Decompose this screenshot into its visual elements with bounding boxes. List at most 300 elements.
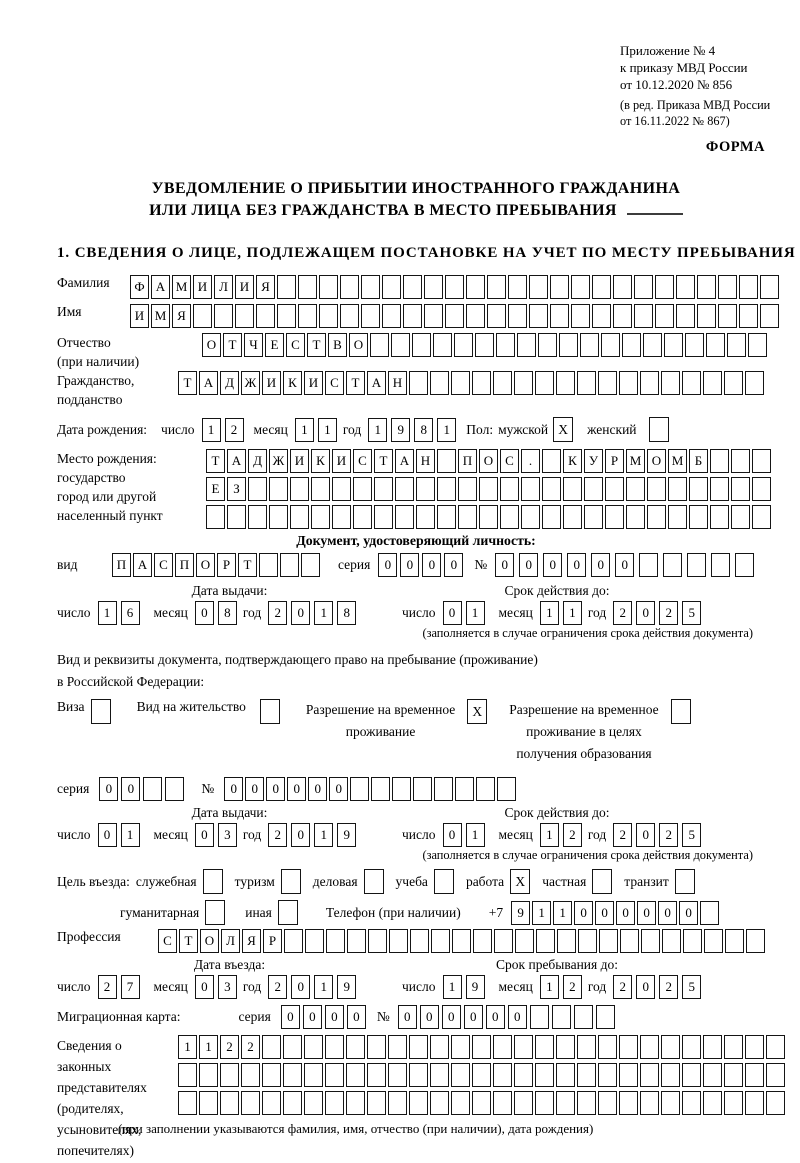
- char-cell[interactable]: [697, 275, 716, 299]
- char-cell[interactable]: 0: [420, 1005, 439, 1029]
- char-cell[interactable]: К: [283, 371, 302, 395]
- char-cell[interactable]: [409, 1063, 428, 1087]
- char-cell[interactable]: [739, 304, 758, 328]
- rvp-education-checkbox[interactable]: [671, 699, 691, 724]
- char-cell[interactable]: Т: [178, 371, 197, 395]
- char-cell[interactable]: Е: [206, 477, 225, 501]
- char-cell[interactable]: [382, 304, 401, 328]
- char-cell[interactable]: [259, 553, 278, 577]
- char-cell[interactable]: [640, 1063, 659, 1087]
- char-cell[interactable]: [445, 275, 464, 299]
- char-cell[interactable]: [347, 929, 366, 953]
- char-cell[interactable]: [413, 777, 432, 801]
- char-cell[interactable]: Ж: [241, 371, 260, 395]
- char-cell[interactable]: [605, 505, 624, 529]
- char-cell[interactable]: [766, 1091, 785, 1115]
- char-cell[interactable]: [613, 304, 632, 328]
- char-cell[interactable]: [598, 1091, 617, 1115]
- char-cell[interactable]: [220, 1091, 239, 1115]
- char-cell[interactable]: [269, 477, 288, 501]
- char-cell[interactable]: [248, 505, 267, 529]
- char-cell[interactable]: [367, 1035, 386, 1059]
- char-cell[interactable]: [700, 901, 719, 925]
- char-cell[interactable]: 3: [218, 975, 237, 999]
- char-cell[interactable]: [550, 304, 569, 328]
- char-cell[interactable]: [563, 505, 582, 529]
- char-cell[interactable]: 0: [329, 777, 348, 801]
- purpose-humanitarian-checkbox[interactable]: [205, 900, 225, 925]
- char-cell[interactable]: [451, 1035, 470, 1059]
- char-cell[interactable]: [655, 304, 674, 328]
- char-cell[interactable]: [374, 477, 393, 501]
- char-cell[interactable]: 1: [553, 901, 572, 925]
- char-cell[interactable]: [542, 505, 561, 529]
- char-cell[interactable]: [598, 1035, 617, 1059]
- char-cell[interactable]: [724, 1035, 743, 1059]
- char-cell[interactable]: 1: [540, 823, 559, 847]
- char-cell[interactable]: [731, 477, 750, 501]
- char-cell[interactable]: 0: [543, 553, 562, 577]
- purpose-other-checkbox[interactable]: [278, 900, 298, 925]
- char-cell[interactable]: 0: [121, 777, 140, 801]
- char-cell[interactable]: 6: [121, 601, 140, 625]
- char-cell[interactable]: [430, 1063, 449, 1087]
- char-cell[interactable]: М: [626, 449, 645, 473]
- char-cell[interactable]: [766, 1063, 785, 1087]
- char-cell[interactable]: .: [521, 449, 540, 473]
- char-cell[interactable]: 5: [682, 601, 701, 625]
- char-cell[interactable]: [577, 1035, 596, 1059]
- char-cell[interactable]: [262, 1091, 281, 1115]
- char-cell[interactable]: С: [500, 449, 519, 473]
- char-cell[interactable]: [298, 304, 317, 328]
- char-cell[interactable]: [409, 371, 428, 395]
- char-cell[interactable]: 0: [195, 823, 214, 847]
- char-cell[interactable]: [760, 304, 779, 328]
- char-cell[interactable]: 0: [224, 777, 243, 801]
- char-cell[interactable]: [361, 304, 380, 328]
- char-cell[interactable]: [584, 505, 603, 529]
- char-cell[interactable]: 1: [178, 1035, 197, 1059]
- char-cell[interactable]: 0: [443, 823, 462, 847]
- char-cell[interactable]: [193, 304, 212, 328]
- char-cell[interactable]: [311, 477, 330, 501]
- char-cell[interactable]: И: [235, 275, 254, 299]
- char-cell[interactable]: О: [647, 449, 666, 473]
- char-cell[interactable]: [682, 1091, 701, 1115]
- char-cell[interactable]: [535, 371, 554, 395]
- char-cell[interactable]: [395, 477, 414, 501]
- char-cell[interactable]: [599, 929, 618, 953]
- char-cell[interactable]: 1: [368, 418, 387, 442]
- char-cell[interactable]: О: [349, 333, 368, 357]
- char-cell[interactable]: [687, 553, 706, 577]
- char-cell[interactable]: [689, 505, 708, 529]
- char-cell[interactable]: [277, 275, 296, 299]
- char-cell[interactable]: 1: [540, 601, 559, 625]
- char-cell[interactable]: 0: [615, 553, 634, 577]
- char-cell[interactable]: [340, 275, 359, 299]
- char-cell[interactable]: [304, 1063, 323, 1087]
- char-cell[interactable]: [640, 1035, 659, 1059]
- char-cell[interactable]: [596, 1005, 615, 1029]
- char-cell[interactable]: [647, 477, 666, 501]
- char-cell[interactable]: [613, 275, 632, 299]
- char-cell[interactable]: [374, 505, 393, 529]
- char-cell[interactable]: [430, 1035, 449, 1059]
- char-cell[interactable]: 5: [682, 975, 701, 999]
- char-cell[interactable]: [731, 505, 750, 529]
- char-cell[interactable]: [431, 929, 450, 953]
- char-cell[interactable]: А: [133, 553, 152, 577]
- char-cell[interactable]: [711, 553, 730, 577]
- char-cell[interactable]: 0: [378, 553, 397, 577]
- char-cell[interactable]: 1: [563, 601, 582, 625]
- char-cell[interactable]: 0: [422, 553, 441, 577]
- char-cell[interactable]: [410, 929, 429, 953]
- char-cell[interactable]: [556, 1035, 575, 1059]
- char-cell[interactable]: [346, 1091, 365, 1115]
- char-cell[interactable]: 1: [318, 418, 337, 442]
- char-cell[interactable]: [550, 275, 569, 299]
- char-cell[interactable]: 0: [658, 901, 677, 925]
- char-cell[interactable]: 1: [314, 823, 333, 847]
- char-cell[interactable]: 0: [495, 553, 514, 577]
- char-cell[interactable]: [319, 275, 338, 299]
- char-cell[interactable]: И: [262, 371, 281, 395]
- char-cell[interactable]: 2: [613, 975, 632, 999]
- char-cell[interactable]: К: [563, 449, 582, 473]
- char-cell[interactable]: [514, 371, 533, 395]
- char-cell[interactable]: [388, 1035, 407, 1059]
- char-cell[interactable]: [622, 333, 641, 357]
- char-cell[interactable]: [508, 275, 527, 299]
- char-cell[interactable]: [424, 304, 443, 328]
- char-cell[interactable]: [563, 477, 582, 501]
- char-cell[interactable]: 7: [121, 975, 140, 999]
- char-cell[interactable]: А: [395, 449, 414, 473]
- char-cell[interactable]: [326, 929, 345, 953]
- char-cell[interactable]: Д: [220, 371, 239, 395]
- char-cell[interactable]: Б: [689, 449, 708, 473]
- char-cell[interactable]: 0: [508, 1005, 527, 1029]
- char-cell[interactable]: [727, 333, 746, 357]
- char-cell[interactable]: Т: [206, 449, 225, 473]
- char-cell[interactable]: [487, 275, 506, 299]
- char-cell[interactable]: [325, 1035, 344, 1059]
- char-cell[interactable]: Р: [263, 929, 282, 953]
- char-cell[interactable]: [530, 1005, 549, 1029]
- char-cell[interactable]: И: [130, 304, 149, 328]
- char-cell[interactable]: [367, 1091, 386, 1115]
- char-cell[interactable]: 0: [99, 777, 118, 801]
- char-cell[interactable]: 0: [347, 1005, 366, 1029]
- char-cell[interactable]: О: [200, 929, 219, 953]
- char-cell[interactable]: [661, 1091, 680, 1115]
- char-cell[interactable]: 2: [563, 823, 582, 847]
- char-cell[interactable]: [458, 477, 477, 501]
- char-cell[interactable]: [661, 1063, 680, 1087]
- char-cell[interactable]: [724, 1091, 743, 1115]
- char-cell[interactable]: [472, 371, 491, 395]
- char-cell[interactable]: [735, 553, 754, 577]
- char-cell[interactable]: И: [290, 449, 309, 473]
- char-cell[interactable]: 5: [682, 823, 701, 847]
- char-cell[interactable]: [584, 477, 603, 501]
- char-cell[interactable]: 1: [443, 975, 462, 999]
- char-cell[interactable]: [248, 477, 267, 501]
- char-cell[interactable]: [262, 1063, 281, 1087]
- char-cell[interactable]: [367, 1063, 386, 1087]
- char-cell[interactable]: [703, 1091, 722, 1115]
- char-cell[interactable]: [280, 553, 299, 577]
- char-cell[interactable]: [605, 477, 624, 501]
- char-cell[interactable]: [437, 477, 456, 501]
- char-cell[interactable]: З: [227, 477, 246, 501]
- char-cell[interactable]: [752, 505, 771, 529]
- char-cell[interactable]: [455, 777, 474, 801]
- char-cell[interactable]: [577, 1091, 596, 1115]
- char-cell[interactable]: [619, 1091, 638, 1115]
- char-cell[interactable]: В: [328, 333, 347, 357]
- char-cell[interactable]: [574, 1005, 593, 1029]
- char-cell[interactable]: У: [584, 449, 603, 473]
- char-cell[interactable]: Т: [179, 929, 198, 953]
- char-cell[interactable]: 0: [595, 901, 614, 925]
- char-cell[interactable]: М: [668, 449, 687, 473]
- char-cell[interactable]: [493, 1035, 512, 1059]
- char-cell[interactable]: 2: [268, 975, 287, 999]
- char-cell[interactable]: 1: [314, 601, 333, 625]
- char-cell[interactable]: [514, 1035, 533, 1059]
- char-cell[interactable]: [703, 371, 722, 395]
- char-cell[interactable]: 0: [245, 777, 264, 801]
- char-cell[interactable]: Ч: [244, 333, 263, 357]
- char-cell[interactable]: [710, 449, 729, 473]
- char-cell[interactable]: [403, 304, 422, 328]
- char-cell[interactable]: 0: [303, 1005, 322, 1029]
- char-cell[interactable]: [319, 304, 338, 328]
- char-cell[interactable]: [731, 449, 750, 473]
- char-cell[interactable]: [353, 477, 372, 501]
- char-cell[interactable]: [536, 929, 555, 953]
- char-cell[interactable]: [529, 304, 548, 328]
- char-cell[interactable]: [556, 1091, 575, 1115]
- char-cell[interactable]: [409, 1091, 428, 1115]
- char-cell[interactable]: [220, 1063, 239, 1087]
- char-cell[interactable]: [416, 477, 435, 501]
- char-cell[interactable]: [304, 1091, 323, 1115]
- char-cell[interactable]: Р: [605, 449, 624, 473]
- char-cell[interactable]: [325, 1063, 344, 1087]
- char-cell[interactable]: Л: [221, 929, 240, 953]
- char-cell[interactable]: [451, 371, 470, 395]
- char-cell[interactable]: [556, 371, 575, 395]
- char-cell[interactable]: [301, 553, 320, 577]
- char-cell[interactable]: 0: [442, 1005, 461, 1029]
- char-cell[interactable]: [683, 929, 702, 953]
- char-cell[interactable]: П: [458, 449, 477, 473]
- char-cell[interactable]: [476, 777, 495, 801]
- char-cell[interactable]: [557, 929, 576, 953]
- char-cell[interactable]: Ф: [130, 275, 149, 299]
- char-cell[interactable]: [529, 275, 548, 299]
- char-cell[interactable]: 1: [121, 823, 140, 847]
- char-cell[interactable]: [535, 1035, 554, 1059]
- char-cell[interactable]: [437, 505, 456, 529]
- char-cell[interactable]: 0: [98, 823, 117, 847]
- char-cell[interactable]: [724, 1063, 743, 1087]
- char-cell[interactable]: [370, 333, 389, 357]
- char-cell[interactable]: [395, 505, 414, 529]
- char-cell[interactable]: [388, 1063, 407, 1087]
- char-cell[interactable]: [752, 449, 771, 473]
- char-cell[interactable]: Л: [214, 275, 233, 299]
- char-cell[interactable]: [752, 477, 771, 501]
- char-cell[interactable]: [685, 333, 704, 357]
- char-cell[interactable]: [577, 371, 596, 395]
- char-cell[interactable]: [598, 1063, 617, 1087]
- purpose-study-checkbox[interactable]: [434, 869, 454, 894]
- char-cell[interactable]: [346, 1035, 365, 1059]
- char-cell[interactable]: 0: [266, 777, 285, 801]
- char-cell[interactable]: [601, 333, 620, 357]
- char-cell[interactable]: Д: [248, 449, 267, 473]
- char-cell[interactable]: [664, 333, 683, 357]
- char-cell[interactable]: [500, 505, 519, 529]
- char-cell[interactable]: [332, 477, 351, 501]
- char-cell[interactable]: П: [112, 553, 131, 577]
- char-cell[interactable]: [663, 553, 682, 577]
- char-cell[interactable]: 2: [225, 418, 244, 442]
- char-cell[interactable]: [745, 1091, 764, 1115]
- char-cell[interactable]: [710, 505, 729, 529]
- char-cell[interactable]: Р: [217, 553, 236, 577]
- char-cell[interactable]: [661, 1035, 680, 1059]
- char-cell[interactable]: [496, 333, 515, 357]
- char-cell[interactable]: Т: [374, 449, 393, 473]
- char-cell[interactable]: Т: [346, 371, 365, 395]
- char-cell[interactable]: [640, 1091, 659, 1115]
- char-cell[interactable]: 8: [414, 418, 433, 442]
- char-cell[interactable]: М: [172, 275, 191, 299]
- char-cell[interactable]: [647, 505, 666, 529]
- char-cell[interactable]: [466, 304, 485, 328]
- char-cell[interactable]: [479, 477, 498, 501]
- char-cell[interactable]: [592, 304, 611, 328]
- char-cell[interactable]: [241, 1063, 260, 1087]
- char-cell[interactable]: [298, 275, 317, 299]
- char-cell[interactable]: [676, 304, 695, 328]
- char-cell[interactable]: 0: [291, 601, 310, 625]
- char-cell[interactable]: 2: [659, 823, 678, 847]
- char-cell[interactable]: [403, 275, 422, 299]
- char-cell[interactable]: [304, 1035, 323, 1059]
- char-cell[interactable]: [577, 1063, 596, 1087]
- char-cell[interactable]: О: [202, 333, 221, 357]
- char-cell[interactable]: [472, 1035, 491, 1059]
- char-cell[interactable]: [143, 777, 162, 801]
- char-cell[interactable]: Е: [265, 333, 284, 357]
- char-cell[interactable]: [277, 304, 296, 328]
- char-cell[interactable]: [634, 275, 653, 299]
- char-cell[interactable]: 9: [337, 823, 356, 847]
- char-cell[interactable]: [472, 1063, 491, 1087]
- char-cell[interactable]: 0: [443, 601, 462, 625]
- char-cell[interactable]: 2: [220, 1035, 239, 1059]
- char-cell[interactable]: [346, 1063, 365, 1087]
- char-cell[interactable]: [703, 1063, 722, 1087]
- char-cell[interactable]: 3: [218, 823, 237, 847]
- char-cell[interactable]: [682, 1063, 701, 1087]
- char-cell[interactable]: [668, 477, 687, 501]
- char-cell[interactable]: Т: [223, 333, 242, 357]
- char-cell[interactable]: [493, 1063, 512, 1087]
- char-cell[interactable]: 2: [268, 823, 287, 847]
- char-cell[interactable]: [710, 477, 729, 501]
- char-cell[interactable]: [766, 1035, 785, 1059]
- char-cell[interactable]: [514, 1063, 533, 1087]
- char-cell[interactable]: 2: [98, 975, 117, 999]
- char-cell[interactable]: 1: [466, 601, 485, 625]
- char-cell[interactable]: [592, 275, 611, 299]
- char-cell[interactable]: [619, 1063, 638, 1087]
- char-cell[interactable]: [500, 477, 519, 501]
- sex-male-checkbox[interactable]: X: [553, 417, 573, 442]
- char-cell[interactable]: [353, 505, 372, 529]
- char-cell[interactable]: [458, 505, 477, 529]
- char-cell[interactable]: [391, 333, 410, 357]
- char-cell[interactable]: [662, 929, 681, 953]
- char-cell[interactable]: 0: [636, 975, 655, 999]
- char-cell[interactable]: [559, 333, 578, 357]
- purpose-transit-checkbox[interactable]: [675, 869, 695, 894]
- char-cell[interactable]: [639, 553, 658, 577]
- char-cell[interactable]: 2: [659, 975, 678, 999]
- char-cell[interactable]: Я: [172, 304, 191, 328]
- char-cell[interactable]: 0: [486, 1005, 505, 1029]
- char-cell[interactable]: 1: [540, 975, 559, 999]
- char-cell[interactable]: [745, 371, 764, 395]
- char-cell[interactable]: [371, 777, 390, 801]
- char-cell[interactable]: [571, 275, 590, 299]
- char-cell[interactable]: И: [332, 449, 351, 473]
- char-cell[interactable]: [748, 333, 767, 357]
- char-cell[interactable]: [493, 371, 512, 395]
- char-cell[interactable]: 0: [591, 553, 610, 577]
- char-cell[interactable]: 0: [519, 553, 538, 577]
- char-cell[interactable]: [704, 929, 723, 953]
- char-cell[interactable]: [409, 1035, 428, 1059]
- char-cell[interactable]: [718, 304, 737, 328]
- char-cell[interactable]: [382, 275, 401, 299]
- char-cell[interactable]: [655, 275, 674, 299]
- char-cell[interactable]: [626, 505, 645, 529]
- purpose-private-checkbox[interactable]: [592, 869, 612, 894]
- char-cell[interactable]: [497, 777, 516, 801]
- char-cell[interactable]: 0: [574, 901, 593, 925]
- visa-checkbox[interactable]: [91, 699, 111, 724]
- char-cell[interactable]: [454, 333, 473, 357]
- char-cell[interactable]: 9: [391, 418, 410, 442]
- char-cell[interactable]: С: [158, 929, 177, 953]
- char-cell[interactable]: [521, 505, 540, 529]
- char-cell[interactable]: 2: [613, 601, 632, 625]
- char-cell[interactable]: 0: [636, 823, 655, 847]
- purpose-tourism-checkbox[interactable]: [281, 869, 301, 894]
- char-cell[interactable]: 9: [337, 975, 356, 999]
- char-cell[interactable]: [634, 304, 653, 328]
